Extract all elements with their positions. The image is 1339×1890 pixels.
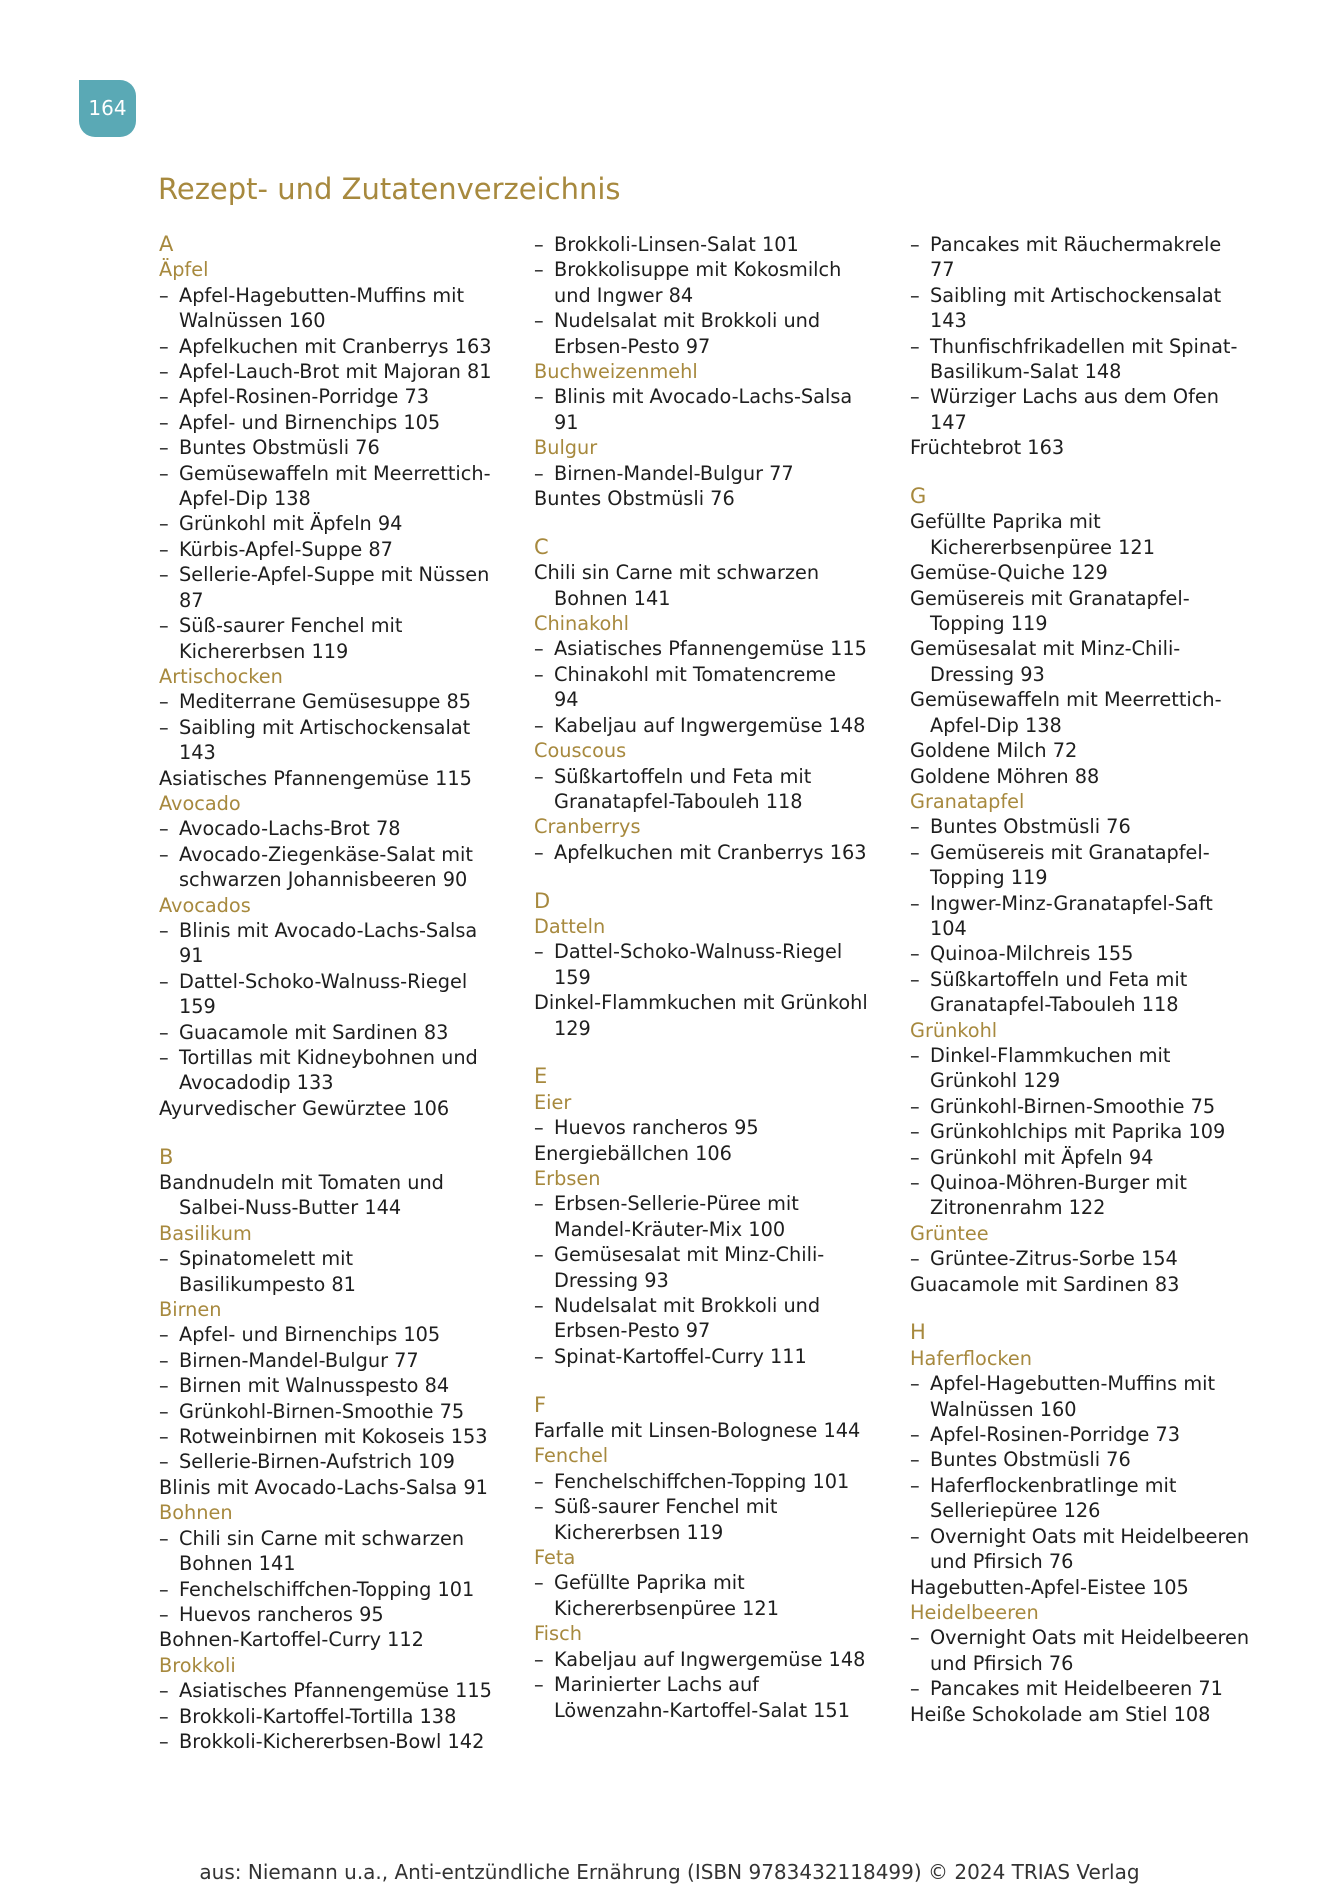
recipe-entry: – Saibling mit Artischockensalat — [910, 283, 1278, 308]
ingredient-heading: Äpfel — [159, 258, 209, 282]
recipe-entry: – Apfel- und Birnenchips 105 — [159, 1322, 527, 1347]
recipe-entry: – Ingwer-Minz-Granatapfel-Saft — [910, 891, 1278, 916]
recipe-entry: – Spinatomelett mit — [159, 1246, 527, 1271]
entry-continuation: Avocadodip 133 — [179, 1071, 334, 1095]
recipe-entry: – Grünkohl-Birnen-Smoothie 75 — [159, 1399, 527, 1424]
recipe-entry: – Gemüsewaffeln mit Meerrettich- — [159, 461, 527, 486]
recipe-entry: – Nudelsalat mit Brokkoli und — [534, 1293, 902, 1318]
ingredient-heading: Bulgur — [534, 436, 598, 460]
recipe-entry: – Pancakes mit Heidelbeeren 71 — [910, 1676, 1278, 1701]
ingredient-heading: Feta — [534, 1546, 576, 1570]
recipe-entry: – Süßkartoffeln und Feta mit — [910, 967, 1278, 992]
recipe-entry: – Dinkel-Flammkuchen mit — [910, 1043, 1278, 1068]
ingredient-heading: Chinakohl — [534, 612, 629, 636]
entry-continuation: 143 — [179, 741, 216, 765]
recipe-entry: – Birnen-Mandel-Bulgur 77 — [534, 461, 902, 486]
ingredient-heading: Heidelbeeren — [910, 1600, 1039, 1624]
recipe-entry: – Quinoa-Milchreis 155 — [910, 941, 1278, 966]
recipe-entry: – Sellerie-Birnen-Aufstrich 109 — [159, 1449, 527, 1474]
index-column-3 — [910, 232, 1278, 1727]
entry-continuation: Basilikum-Salat 148 — [930, 360, 1122, 384]
page-title: Rezept- und Zutatenverzeichnis — [158, 172, 621, 206]
recipe-entry: – Avocado-Lachs-Brot 78 — [159, 816, 527, 841]
entry-continuation: Granatapfel-Tabouleh 118 — [930, 993, 1179, 1017]
entry-continuation: Dressing 93 — [930, 662, 1045, 686]
recipe-entry: – Apfel-Rosinen-Porridge 73 — [159, 384, 527, 409]
recipe-entry: Energiebällchen 106 — [534, 1141, 732, 1165]
entry-continuation: 104 — [930, 916, 967, 940]
recipe-entry: – Brokkoli-Linsen-Salat 101 — [534, 232, 902, 257]
entry-continuation: und Ingwer 84 — [554, 283, 694, 307]
entry-continuation: Granatapfel-Tabouleh 118 — [554, 789, 803, 813]
recipe-entry: – Brokkoli-Kartoffel-Tortilla 138 — [159, 1704, 527, 1729]
ingredient-heading: Granatapfel — [910, 789, 1025, 813]
recipe-entry: – Huevos rancheros 95 — [534, 1115, 902, 1140]
entry-continuation: Grünkohl 129 — [930, 1069, 1061, 1093]
ingredient-heading: Avocado — [159, 791, 241, 815]
entry-continuation: Topping 119 — [930, 866, 1048, 890]
recipe-entry: – Chili sin Carne mit schwarzen — [159, 1526, 527, 1551]
recipe-entry: Gemüsesalat mit Minz-Chili- — [910, 637, 1181, 661]
recipe-entry: Goldene Möhren 88 — [910, 764, 1100, 788]
entry-continuation: Dressing 93 — [554, 1268, 669, 1292]
index-letter: C — [534, 534, 549, 559]
recipe-entry: – Overnight Oats mit Heidelbeeren — [910, 1625, 1278, 1650]
recipe-entry: – Overnight Oats mit Heidelbeeren — [910, 1524, 1278, 1549]
entry-continuation: Kichererbsen 119 — [179, 639, 349, 663]
entry-continuation: Bohnen 141 — [554, 586, 671, 610]
recipe-entry: – Buntes Obstmüsli 76 — [159, 435, 527, 460]
entry-continuation: 91 — [179, 944, 204, 968]
recipe-entry: Hagebutten-Apfel-Eistee 105 — [910, 1575, 1189, 1599]
index-letter: F — [534, 1392, 547, 1417]
entry-continuation: 147 — [930, 410, 967, 434]
entry-continuation: Kichererbsenpüree 121 — [554, 1596, 779, 1620]
recipe-entry: – Avocado-Ziegenkäse-Salat mit — [159, 842, 527, 867]
recipe-entry: Goldene Milch 72 — [910, 739, 1078, 763]
entry-continuation: 94 — [554, 688, 579, 712]
entry-continuation: Kichererbsenpüree 121 — [930, 535, 1155, 559]
recipe-entry: – Apfel- und Birnenchips 105 — [159, 410, 527, 435]
recipe-entry: Heiße Schokolade am Stiel 108 — [910, 1702, 1211, 1726]
entry-continuation: 159 — [554, 965, 591, 989]
index-letter: A — [159, 232, 174, 256]
recipe-entry: Bandnudeln mit Tomaten und — [159, 1171, 444, 1195]
recipe-entry: – Quinoa-Möhren-Burger mit — [910, 1170, 1278, 1195]
entry-continuation: und Pfirsich 76 — [930, 1651, 1074, 1675]
recipe-entry: – Tortillas mit Kidneybohnen und — [159, 1045, 527, 1070]
recipe-entry: – Würziger Lachs aus dem Ofen — [910, 384, 1278, 409]
ingredient-heading: Cranberrys — [534, 815, 641, 839]
recipe-entry: – Pancakes mit Räuchermakrele — [910, 232, 1278, 257]
entry-continuation: Zitronenrahm 122 — [930, 1196, 1106, 1220]
index-letter: H — [910, 1320, 926, 1345]
ingredient-heading: Eier — [534, 1090, 572, 1114]
recipe-entry: – Buntes Obstmüsli 76 — [910, 1447, 1278, 1472]
index-letter: E — [534, 1064, 548, 1089]
recipe-entry: – Brokkoli-Kichererbsen-Bowl 142 — [159, 1729, 527, 1754]
entry-continuation: Walnüssen 160 — [930, 1397, 1077, 1421]
ingredient-heading: Artischocken — [159, 664, 283, 688]
entry-continuation: Löwenzahn-Kartoffel-Salat 151 — [554, 1698, 850, 1722]
recipe-entry: – Apfel-Rosinen-Porridge 73 — [910, 1422, 1278, 1447]
recipe-entry: – Rotweinbirnen mit Kokoseis 153 — [159, 1424, 527, 1449]
recipe-entry: – Kabeljau auf Ingwergemüse 148 — [534, 1647, 902, 1672]
recipe-entry: – Apfelkuchen mit Cranberrys 163 — [534, 840, 902, 865]
entry-continuation: Apfel-Dip 138 — [179, 487, 311, 511]
recipe-entry: – Guacamole mit Sardinen 83 — [159, 1020, 527, 1045]
recipe-entry: – Nudelsalat mit Brokkoli und — [534, 308, 902, 333]
entry-continuation: Selleriepüree 126 — [930, 1499, 1101, 1523]
index-letter: B — [159, 1144, 174, 1169]
recipe-entry: – Grüntee-Zitrus-Sorbe 154 — [910, 1246, 1278, 1271]
recipe-entry: – Gemüsereis mit Granatapfel- — [910, 840, 1278, 865]
recipe-entry: – Kabeljau auf Ingwergemüse 148 — [534, 713, 902, 738]
recipe-entry: – Apfel-Hagebutten-Muffins mit — [910, 1371, 1278, 1396]
recipe-entry: Farfalle mit Linsen-Bolognese 144 — [534, 1419, 861, 1443]
recipe-entry: Früchtebrot 163 — [910, 436, 1065, 460]
index-column-2 — [534, 232, 902, 1723]
entry-continuation: schwarzen Johannisbeeren 90 — [179, 868, 468, 892]
recipe-entry: – Buntes Obstmüsli 76 — [910, 814, 1278, 839]
recipe-entry: – Birnen mit Walnusspesto 84 — [159, 1373, 527, 1398]
recipe-entry: – Süßkartoffeln und Feta mit — [534, 764, 902, 789]
recipe-entry: Guacamole mit Sardinen 83 — [910, 1272, 1180, 1296]
recipe-entry: – Gefüllte Paprika mit — [534, 1570, 902, 1595]
recipe-entry: Gemüsereis mit Granatapfel- — [910, 586, 1190, 610]
entry-continuation: 87 — [179, 588, 204, 612]
ingredient-heading: Brokkoli — [159, 1653, 236, 1677]
entry-continuation: Walnüssen 160 — [179, 309, 326, 333]
entry-continuation: 129 — [554, 1016, 591, 1040]
recipe-entry: – Grünkohl-Birnen-Smoothie 75 — [910, 1094, 1278, 1119]
recipe-entry: – Apfelkuchen mit Cranberrys 163 — [159, 334, 527, 359]
entry-continuation: Apfel-Dip 138 — [930, 713, 1062, 737]
entry-continuation: Mandel-Kräuter-Mix 100 — [554, 1217, 786, 1241]
recipe-entry: – Dattel-Schoko-Walnuss-Riegel — [159, 969, 527, 994]
entry-continuation: 77 — [930, 258, 955, 282]
recipe-entry: Chili sin Carne mit schwarzen — [534, 561, 820, 585]
recipe-entry: – Huevos rancheros 95 — [159, 1602, 527, 1627]
ingredient-heading: Erbsen — [534, 1166, 601, 1190]
recipe-entry: Dinkel-Flammkuchen mit Grünkohl — [534, 991, 868, 1015]
recipe-entry: Bohnen-Kartoffel-Curry 112 — [159, 1628, 424, 1652]
recipe-entry: – Asiatisches Pfannengemüse 115 — [159, 1678, 527, 1703]
footer-citation: aus: Niemann u.a., Anti-entzündliche Ernährung (ISBN 9783432118499) © 2024 TRIAS Verlag — [199, 1860, 1140, 1884]
recipe-entry: – Blinis mit Avocado-Lachs-Salsa — [534, 384, 902, 409]
recipe-entry: – Gemüsesalat mit Minz-Chili- — [534, 1242, 902, 1267]
entry-continuation: Erbsen-Pesto 97 — [554, 334, 711, 358]
recipe-entry: – Haferflockenbratlinge mit — [910, 1473, 1278, 1498]
recipe-entry: – Fenchelschiffchen-Topping 101 — [159, 1577, 527, 1602]
recipe-entry: – Spinat-Kartoffel-Curry 111 — [534, 1344, 902, 1369]
index-letter: G — [910, 484, 927, 509]
ingredient-heading: Bohnen — [159, 1501, 233, 1525]
entry-continuation: 159 — [179, 995, 216, 1019]
entry-continuation: Basilikumpesto 81 — [179, 1272, 356, 1296]
recipe-entry: Gemüse-Quiche 129 — [910, 561, 1108, 585]
ingredient-heading: Couscous — [534, 739, 627, 763]
index-letter: D — [534, 888, 551, 913]
recipe-entry: – Süß-saurer Fenchel mit — [534, 1494, 902, 1519]
ingredient-heading: Basilikum — [159, 1221, 252, 1245]
recipe-entry: Asiatisches Pfannengemüse 115 — [159, 766, 472, 790]
recipe-entry: – Chinakohl mit Tomatencreme — [534, 662, 902, 687]
recipe-entry: Blinis mit Avocado-Lachs-Salsa 91 — [159, 1475, 488, 1499]
recipe-entry: – Blinis mit Avocado-Lachs-Salsa — [159, 918, 527, 943]
recipe-entry: – Kürbis-Apfel-Suppe 87 — [159, 537, 527, 562]
entry-continuation: Salbei-Nuss-Butter 144 — [179, 1196, 402, 1220]
ingredient-heading: Fisch — [534, 1622, 582, 1646]
ingredient-heading: Datteln — [534, 914, 606, 938]
recipe-entry: – Birnen-Mandel-Bulgur 77 — [159, 1348, 527, 1373]
recipe-entry: – Thunfischfrikadellen mit Spinat- — [910, 334, 1278, 359]
entry-continuation: Erbsen-Pesto 97 — [554, 1319, 711, 1343]
recipe-entry: – Mediterrane Gemüsesuppe 85 — [159, 689, 527, 714]
ingredient-heading: Grüntee — [910, 1221, 989, 1245]
ingredient-heading: Buchweizenmehl — [534, 360, 698, 384]
entry-continuation: Kichererbsen 119 — [554, 1520, 724, 1544]
page-number-badge: 164 — [79, 80, 136, 137]
entry-continuation: 143 — [930, 309, 967, 333]
recipe-entry: – Marinierter Lachs auf — [534, 1672, 902, 1697]
entry-continuation: Bohnen 141 — [179, 1552, 296, 1576]
recipe-entry: – Süß-saurer Fenchel mit — [159, 613, 527, 638]
recipe-entry: – Grünkohl mit Äpfeln 94 — [910, 1145, 1278, 1170]
recipe-entry: – Erbsen-Sellerie-Püree mit — [534, 1191, 902, 1216]
ingredient-heading: Grünkohl — [910, 1018, 998, 1042]
recipe-entry: – Asiatisches Pfannengemüse 115 — [534, 636, 902, 661]
recipe-entry: – Fenchelschiffchen-Topping 101 — [534, 1469, 902, 1494]
recipe-entry: Gefüllte Paprika mit — [910, 510, 1101, 534]
entry-continuation: Topping 119 — [930, 612, 1048, 636]
recipe-entry: – Dattel-Schoko-Walnuss-Riegel — [534, 939, 902, 964]
ingredient-heading: Fenchel — [534, 1444, 609, 1468]
recipe-entry: – Sellerie-Apfel-Suppe mit Nüssen — [159, 562, 527, 587]
recipe-entry: – Brokkolisuppe mit Kokosmilch — [534, 257, 902, 282]
ingredient-heading: Birnen — [159, 1298, 222, 1322]
recipe-entry: Ayurvedischer Gewürztee 106 — [159, 1096, 450, 1120]
recipe-entry: – Grünkohlchips mit Paprika 109 — [910, 1119, 1278, 1144]
entry-continuation: und Pfirsich 76 — [930, 1550, 1074, 1574]
recipe-entry: – Grünkohl mit Äpfeln 94 — [159, 511, 527, 536]
recipe-entry: Gemüsewaffeln mit Meerrettich- — [910, 688, 1222, 712]
ingredient-heading: Avocados — [159, 893, 251, 917]
recipe-entry: – Apfel-Lauch-Brot mit Majoran 81 — [159, 359, 527, 384]
entry-continuation: 91 — [554, 410, 579, 434]
recipe-entry: Buntes Obstmüsli 76 — [534, 487, 735, 511]
recipe-entry: – Saibling mit Artischockensalat — [159, 715, 527, 740]
recipe-entry: – Apfel-Hagebutten-Muffins mit — [159, 283, 527, 308]
index-column-1 — [159, 232, 527, 1754]
ingredient-heading: Haferflocken — [910, 1346, 1032, 1370]
